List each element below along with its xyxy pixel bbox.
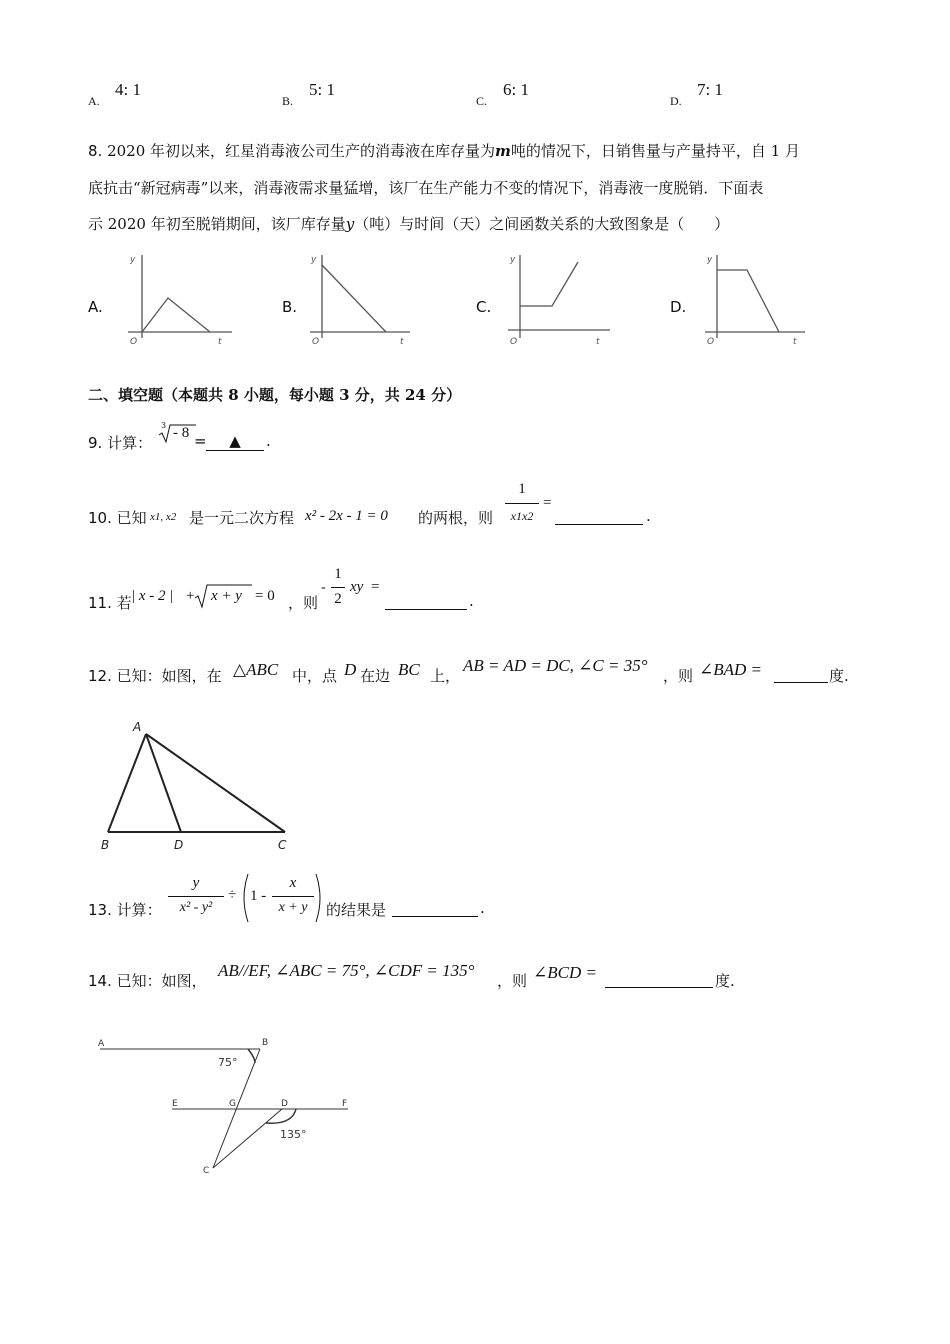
q11-abs: | x - 2 | bbox=[131, 588, 174, 604]
q11-frac-num: 1 bbox=[334, 566, 342, 582]
graph-line bbox=[322, 265, 386, 332]
x-label: t bbox=[400, 337, 404, 347]
q13-left-paren bbox=[238, 872, 250, 924]
question-11 bbox=[88, 566, 488, 616]
q10-equation: x² - 2x - 1 = 0 bbox=[305, 508, 388, 524]
q9-end: . bbox=[266, 432, 271, 450]
question-14 bbox=[88, 956, 748, 992]
q8-option-a: A. bbox=[88, 298, 103, 316]
x-label: t bbox=[596, 337, 600, 347]
q7-option-d-value: 7: 1 bbox=[697, 80, 723, 99]
q8-line-1 bbox=[88, 140, 800, 161]
question-12 bbox=[88, 652, 868, 688]
label-c: C bbox=[278, 838, 287, 852]
label-b: B bbox=[262, 1038, 269, 1048]
graph-line bbox=[142, 298, 210, 332]
question-10 bbox=[88, 478, 668, 534]
q11-prefix: 11. 若 bbox=[88, 594, 132, 612]
q11-eq0: = 0 bbox=[255, 588, 275, 604]
q11-plus: + bbox=[186, 588, 195, 604]
q7-option-c-letter: C. bbox=[476, 94, 488, 108]
graph-line bbox=[717, 270, 779, 332]
label-d: D bbox=[174, 838, 184, 852]
q14-figure bbox=[90, 1030, 370, 1180]
q10-roots: x1, x2 bbox=[150, 511, 177, 523]
q8-graph-a bbox=[110, 250, 235, 350]
label-a: A bbox=[98, 1039, 105, 1049]
q9-prefix: 9. 计算： bbox=[88, 434, 153, 452]
y-label: y bbox=[707, 255, 713, 265]
q7-option-a-letter: A. bbox=[88, 94, 100, 108]
y-label: y bbox=[130, 255, 136, 265]
q7-option-a-value: 4: 1 bbox=[115, 80, 141, 99]
q8-text-1a: 2020 年初以来，红星消毒液公司生产的消毒液在库存量为 bbox=[107, 142, 496, 160]
segment-ac bbox=[146, 734, 285, 832]
q8-option-b: B. bbox=[282, 298, 298, 316]
q12-prefix: 12. 已知：如图，在 bbox=[88, 667, 222, 685]
q12-unit: 度. bbox=[829, 667, 849, 685]
q9-answer-blank[interactable] bbox=[206, 432, 264, 451]
angle-135-arc bbox=[266, 1109, 296, 1123]
label-c: C bbox=[203, 1166, 210, 1176]
origin-label: O bbox=[510, 337, 518, 347]
q8-var-y: y bbox=[345, 215, 355, 233]
q13-frac2-bar bbox=[272, 896, 314, 897]
q12-triangle: △ABC bbox=[233, 660, 279, 679]
q11-equals: = bbox=[371, 579, 380, 595]
origin-label: O bbox=[707, 337, 715, 347]
x-label: t bbox=[793, 337, 797, 347]
q10-frac-num: 1 bbox=[518, 481, 526, 497]
q13-frac2-num: x bbox=[289, 875, 297, 891]
question-9 bbox=[88, 423, 388, 453]
q11-end: . bbox=[469, 592, 474, 610]
segment-ab bbox=[108, 734, 146, 832]
q13-frac1-bar bbox=[168, 896, 224, 897]
q12-figure bbox=[95, 718, 305, 858]
segment-ad bbox=[146, 734, 181, 832]
q11-xy: xy bbox=[350, 579, 364, 595]
q12-answer-blank[interactable] bbox=[774, 665, 828, 683]
q8-text-3a: 示 2020 年初至脱销期间，该厂库存量 bbox=[88, 215, 346, 233]
q12-condition: AB = AD = DC, ∠C = 35° bbox=[463, 656, 648, 675]
q11-frac-bar bbox=[331, 587, 345, 588]
label-d: D bbox=[281, 1099, 288, 1109]
angle-label-135: 135° bbox=[280, 1128, 307, 1141]
graph-line bbox=[520, 262, 578, 306]
q13-answer-blank[interactable] bbox=[392, 899, 478, 917]
q7-option-c-value: 6: 1 bbox=[503, 80, 529, 99]
q9-radicand: - 8 bbox=[173, 425, 190, 441]
q13-one-minus: 1 - bbox=[250, 888, 267, 904]
q14-prefix: 14. 已知：如图， bbox=[88, 972, 207, 990]
q11-then: ，则 bbox=[288, 594, 319, 612]
q13-prefix: 13. 计算： bbox=[88, 901, 162, 919]
x-label: t bbox=[218, 337, 222, 347]
q8-graph-b bbox=[300, 250, 425, 350]
origin-label: O bbox=[130, 337, 138, 347]
q11-sqrt-content: x + y bbox=[211, 588, 242, 604]
q10-after: 的两根，则 bbox=[418, 509, 494, 527]
q10-mid: 是一元二次方程 bbox=[189, 509, 295, 527]
q12-mid2: 在边 bbox=[360, 667, 391, 685]
segment-cd bbox=[213, 1109, 282, 1168]
q8-graph-c bbox=[498, 250, 623, 350]
q12-mid1: 中，点 bbox=[292, 667, 338, 685]
q10-prefix: 10. 已知 bbox=[88, 509, 147, 527]
q9-equals: = bbox=[194, 432, 207, 450]
q11-minus: - bbox=[321, 580, 326, 595]
q12-side-bc: BC bbox=[398, 660, 420, 679]
q10-frac-bar bbox=[505, 503, 539, 504]
q8-graph-d bbox=[695, 250, 820, 350]
q7-option-b-letter: B. bbox=[282, 94, 294, 108]
origin-label: O bbox=[312, 337, 320, 347]
question-13 bbox=[88, 872, 508, 924]
q12-then: ，则 bbox=[663, 667, 694, 685]
section-2-title: 二、填空题（本题共 8 小题，每小题 3 分，共 24 分） bbox=[88, 386, 462, 404]
y-label: y bbox=[510, 255, 516, 265]
q14-condition: AB//EF, ∠ABC = 75°, ∠CDF = 135° bbox=[218, 961, 475, 980]
q8-text-1b: 吨的情况下，日销售量与产量持平，自 1 月 bbox=[510, 142, 801, 160]
angle-75-arc bbox=[248, 1049, 255, 1063]
q8-option-c: C. bbox=[476, 298, 492, 316]
q12-ask: ∠BAD = bbox=[699, 660, 763, 679]
q10-frac-den: x1x2 bbox=[510, 509, 534, 523]
q13-frac1-den: x² - y² bbox=[179, 900, 213, 915]
q9-answer-marker: ▲ bbox=[229, 432, 241, 450]
q12-point-d: D bbox=[344, 660, 357, 679]
q11-answer-blank[interactable] bbox=[385, 592, 467, 610]
q13-end: . bbox=[480, 899, 485, 917]
q7-option-b-value: 5: 1 bbox=[309, 80, 335, 99]
q13-divide: ÷ bbox=[228, 887, 237, 903]
q9-root-index: 3 bbox=[161, 421, 167, 430]
q8-option-d: D. bbox=[670, 298, 687, 316]
q13-frac1-num: y bbox=[192, 875, 200, 891]
q14-answer-blank[interactable] bbox=[605, 970, 713, 988]
q7-option-d-letter: D. bbox=[670, 94, 682, 108]
q10-end: . bbox=[646, 507, 651, 525]
q14-ask: ∠BCD = bbox=[533, 963, 597, 982]
angle-label-75: 75° bbox=[218, 1056, 238, 1069]
q13-right-paren bbox=[314, 872, 326, 924]
y-label: y bbox=[311, 255, 317, 265]
label-a: A bbox=[133, 720, 142, 734]
q14-unit: 度. bbox=[715, 972, 735, 990]
q8-number: 8. bbox=[88, 142, 103, 160]
label-g: G bbox=[229, 1099, 236, 1109]
q14-then: ，则 bbox=[497, 972, 528, 990]
q8-text-3b: （吨）与时间（天）之间函数关系的大致图象是（ ） bbox=[354, 215, 730, 233]
q13-frac2-den: x + y bbox=[278, 900, 308, 915]
q13-after: 的结果是 bbox=[326, 901, 387, 919]
q11-frac-den: 2 bbox=[334, 591, 342, 607]
q8-line-2: 底抗击“新冠病毒”以来，消毒液需求量猛增，该厂在生产能力不变的情况下，消毒液一度脱销．下面表 bbox=[88, 179, 764, 197]
q8-var-m: m bbox=[495, 142, 511, 160]
label-b: B bbox=[101, 838, 110, 852]
label-e: E bbox=[172, 1099, 178, 1109]
q10-equals: = bbox=[543, 495, 552, 511]
q8-line-3 bbox=[88, 213, 729, 234]
q10-answer-blank[interactable] bbox=[555, 507, 643, 525]
q12-mid3: 上， bbox=[430, 667, 461, 685]
label-f: F bbox=[342, 1099, 348, 1109]
